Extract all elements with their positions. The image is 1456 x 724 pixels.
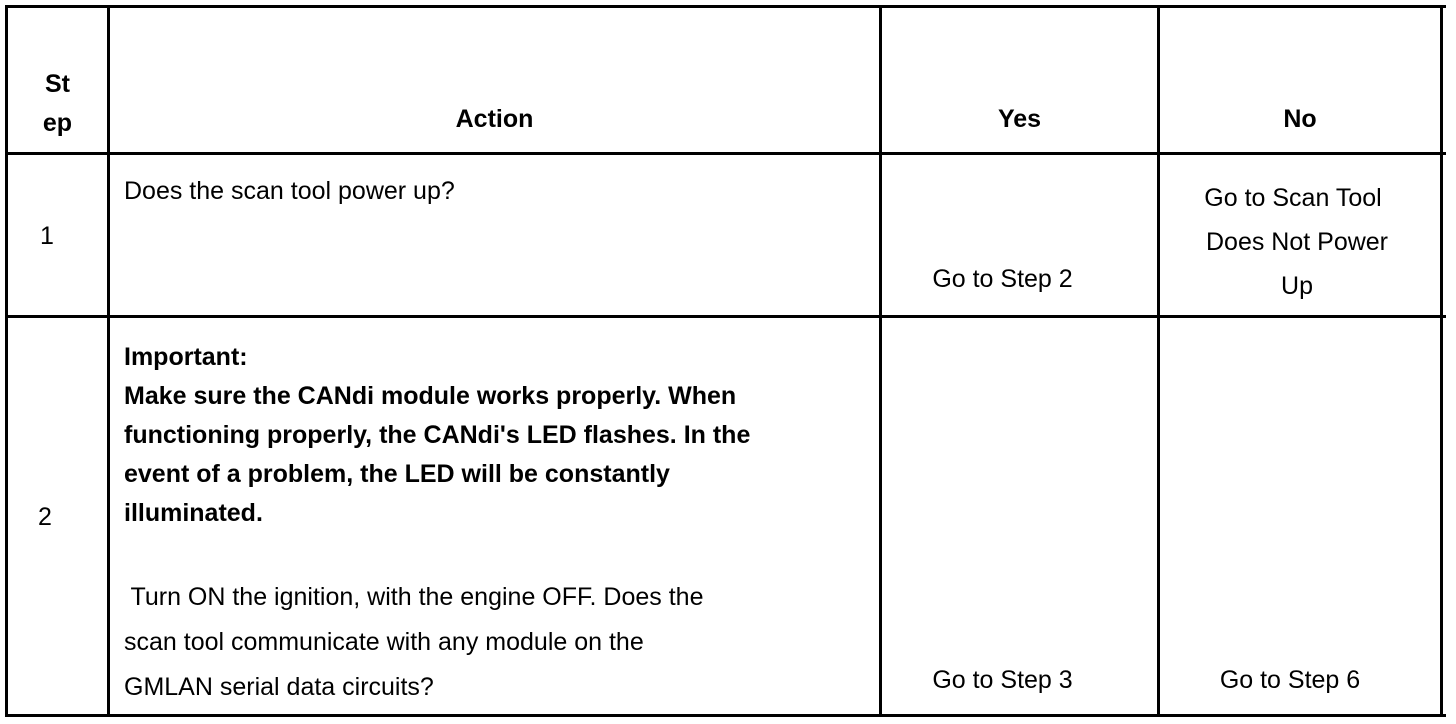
- important-line-5: illuminated.: [124, 499, 263, 527]
- row2-step-number: 2: [38, 503, 52, 531]
- header-yes: Yes: [997, 105, 1042, 133]
- header-bottom-border: [5, 152, 1446, 155]
- row1-no-line1: Go to Scan Tool: [1204, 184, 1382, 212]
- important-line-4: event of a problem, the LED will be constantly: [124, 460, 670, 488]
- row2-no-text: Go to Step 6: [1219, 666, 1361, 694]
- row1-no-text: [1160, 176, 1426, 308]
- table-right-border: [1440, 5, 1443, 717]
- header-step: [8, 65, 107, 143]
- header-step-line2: ep: [42, 109, 73, 137]
- header-no: No: [1283, 105, 1317, 133]
- row1-no-line3: Up: [1281, 272, 1313, 300]
- row1-action-text: Does the scan tool power up?: [124, 177, 455, 205]
- important-line-2: Make sure the CANdi module works properly. When: [124, 382, 737, 410]
- row2-action-text: [124, 575, 844, 710]
- row1-yes-text: Go to Step 2: [932, 265, 1073, 293]
- important-line-1: Important:: [124, 343, 248, 371]
- row2-action-line-3: GMLAN serial data circuits?: [124, 673, 434, 701]
- row1-bottom-border: [5, 315, 1446, 318]
- row1-no-line2: Does Not Power: [1205, 228, 1389, 256]
- row2-yes-text: Go to Step 3: [932, 666, 1073, 694]
- table-top-border: [5, 5, 1446, 8]
- row2-action-line-1: Turn ON the ignition, with the engine OFF. Does the: [124, 583, 704, 611]
- row1-step-number: 1: [40, 222, 54, 250]
- row2-important-note: [124, 338, 844, 533]
- important-line-3: functioning properly, the CANdi's LED flashes. In the: [124, 421, 751, 449]
- header-action: Action: [455, 105, 534, 133]
- row2-action-line-2: scan tool communicate with any module on the: [124, 628, 644, 656]
- table-bottom-border: [5, 714, 1446, 717]
- header-step-line1: St: [45, 70, 70, 98]
